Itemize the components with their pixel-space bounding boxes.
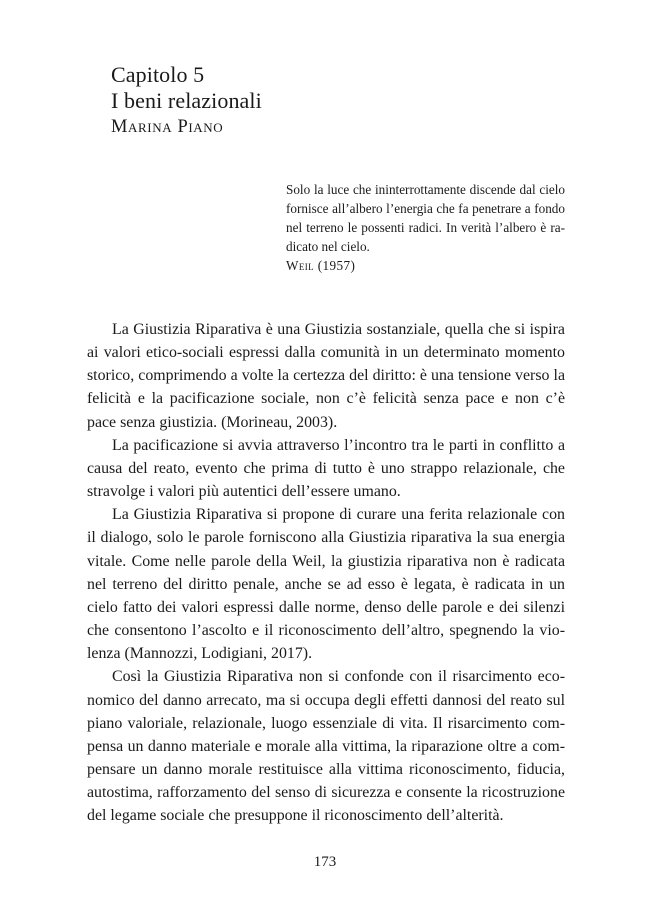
chapter-title: I beni relazionali (111, 88, 262, 113)
chapter-number: Capitolo 5 (111, 62, 205, 87)
chapter-author: Marina Piano (111, 117, 224, 137)
chapter-heading (111, 62, 531, 139)
epigraph-text: Solo la luce che ininterrottamente discende dal cielo fornisce all’albero l’energia che fa penetrare a fondo nel terreno le possenti radici. In verità l’albero è radicato nel cielo. (286, 182, 565, 254)
paragraph: La pacificazione si avvia attraverso l’incontro tra le parti in conflitto a causa del reato, evento che prima di tutto è uno strappo relazionale, che stravolge i valori più autentici dell’essere umano. (87, 436, 565, 501)
paragraph: La Giustizia Riparativa si propone di curare una ferita relazionale con il dialogo, solo le parole forniscono alla Giustizia riparativa la sua energia vitale. Come nelle parole della Weil, la giustizia riparativa non è radicata nel terreno del diritto penale, anche se ad esso è legata, è radicata in un cielo fatto dei valori espressi dalle norme, denso delle parole e dei silenzi che consentono l’ascolto e il riconoscimento dell’altro, spegnendo la violenza (Mannozzi, Lodigiani, 2017). (87, 506, 565, 663)
body-text (87, 318, 565, 827)
epigraph-source: Weil (1957) (286, 258, 356, 273)
paragraph: La Giustizia Riparativa è una Giustizia sostanziale, quella che si ispira ai valori etico-sociali espressi dalla comunità in un determinato momento storico, comprimendo a volte la certezza del diritto: è una tensione verso la felicità e la pacificazione sociale, non c’è felicità senza pace e non c’è pace senza giustizia. (Morineau, 2003). (87, 321, 565, 431)
epigraph (286, 180, 565, 275)
paragraph: Così la Giustizia Riparativa non si confonde con il risarcimento economico del danno arrecato, ma si occupa degli effetti dannosi del reato sul piano valoriale, relazionale, luogo essenziale di vita. Il risarcimento compensa un danno materiale e morale alla vittima, la riparazione oltre a compensare un danno morale restituisce alla vittima riconoscimento, fiducia, autostima, rafforzamento del senso di sicurezza e consente la ricostruzione del legame sociale che presuppone il riconoscimento dell’alterità. (87, 668, 565, 825)
page-number: 173 (313, 854, 337, 870)
